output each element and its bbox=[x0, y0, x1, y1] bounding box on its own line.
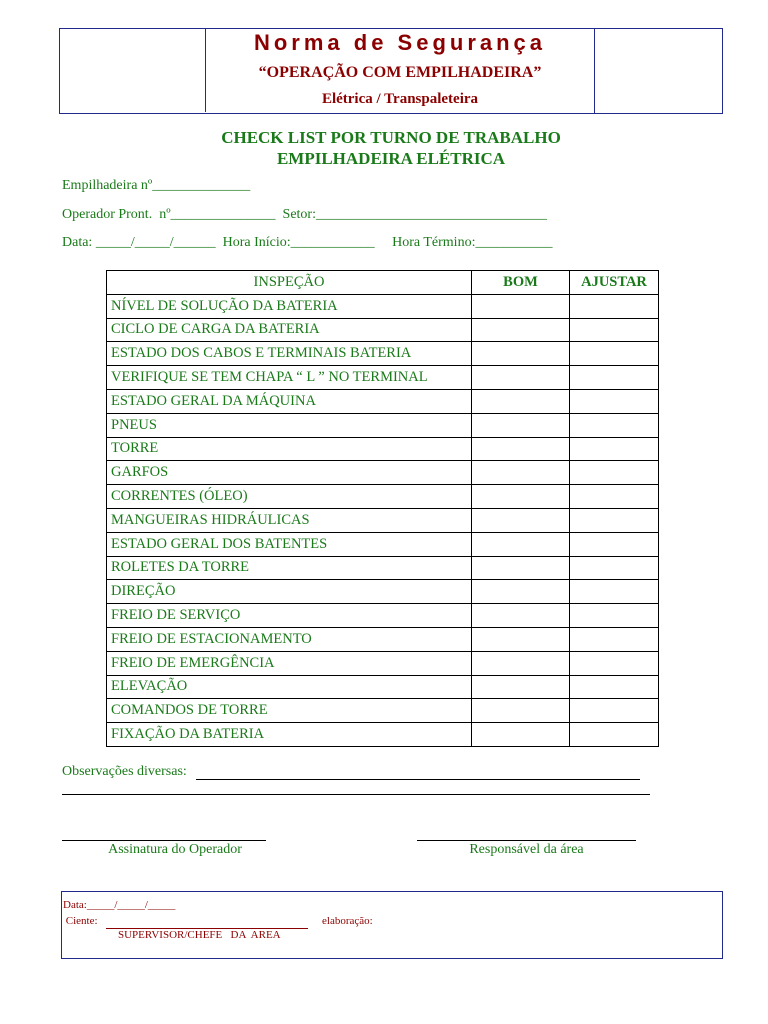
forklift-number-field[interactable]: Empilhadeira nº______________ bbox=[62, 178, 251, 193]
bom-checkbox-cell[interactable] bbox=[472, 485, 570, 509]
header-title: Norma de Segurança bbox=[253, 30, 547, 55]
ajustar-checkbox-cell[interactable] bbox=[570, 294, 659, 318]
footer-date[interactable]: Data:_____/_____/_____ bbox=[63, 899, 176, 911]
table-row bbox=[107, 413, 659, 437]
bom-checkbox-cell[interactable] bbox=[472, 461, 570, 485]
operator-sector-field[interactable]: Operador Pront. nº_______________ Setor:_________________________________ bbox=[62, 207, 547, 222]
table-row bbox=[107, 604, 659, 628]
ajustar-checkbox-cell[interactable] bbox=[570, 508, 659, 532]
ajustar-checkbox-cell[interactable] bbox=[570, 461, 659, 485]
table-row bbox=[107, 580, 659, 604]
observations-line-1[interactable] bbox=[196, 779, 640, 780]
table-header-row bbox=[107, 271, 659, 295]
bom-checkbox-cell[interactable] bbox=[472, 413, 570, 437]
inspection-item-label: VERIFIQUE SE TEM CHAPA “ L ” NO TERMINAL bbox=[107, 366, 472, 390]
ajustar-checkbox-cell[interactable] bbox=[570, 532, 659, 556]
ajustar-checkbox-cell[interactable] bbox=[570, 604, 659, 628]
table-row bbox=[107, 461, 659, 485]
ajustar-checkbox-cell[interactable] bbox=[570, 556, 659, 580]
table-row bbox=[107, 556, 659, 580]
inspection-item-label: DIREÇÃO bbox=[107, 580, 472, 604]
ajustar-checkbox-cell[interactable] bbox=[570, 318, 659, 342]
bom-checkbox-cell[interactable] bbox=[472, 675, 570, 699]
bom-checkbox-cell[interactable] bbox=[472, 437, 570, 461]
ajustar-checkbox-cell[interactable] bbox=[570, 723, 659, 747]
ajustar-checkbox-cell[interactable] bbox=[570, 413, 659, 437]
ajustar-checkbox-cell[interactable] bbox=[570, 675, 659, 699]
inspection-item-label: ESTADO GERAL DOS BATENTES bbox=[107, 532, 472, 556]
observations-label: Observações diversas: bbox=[62, 764, 187, 779]
bom-checkbox-cell[interactable] bbox=[472, 651, 570, 675]
bom-checkbox-cell[interactable] bbox=[472, 294, 570, 318]
ajustar-checkbox-cell[interactable] bbox=[570, 651, 659, 675]
header-bom: BOM bbox=[472, 271, 570, 295]
inspection-item-label: ROLETES DA TORRE bbox=[107, 556, 472, 580]
footer-elaboracao-label: elaboração: bbox=[322, 915, 373, 927]
bom-checkbox-cell[interactable] bbox=[472, 318, 570, 342]
table-row bbox=[107, 342, 659, 366]
table-row bbox=[107, 318, 659, 342]
operator-signature-line[interactable] bbox=[62, 840, 266, 841]
table-row bbox=[107, 437, 659, 461]
inspection-item-label: NÍVEL DE SOLUÇÃO DA BATERIA bbox=[107, 294, 472, 318]
ajustar-checkbox-cell[interactable] bbox=[570, 699, 659, 723]
inspection-item-label: TORRE bbox=[107, 437, 472, 461]
bom-checkbox-cell[interactable] bbox=[472, 532, 570, 556]
ajustar-checkbox-cell[interactable] bbox=[570, 366, 659, 390]
table-row bbox=[107, 675, 659, 699]
inspection-item-label: PNEUS bbox=[107, 413, 472, 437]
header-inspecao: INSPEÇÃO bbox=[107, 271, 472, 295]
table-row bbox=[107, 366, 659, 390]
bom-checkbox-cell[interactable] bbox=[472, 699, 570, 723]
inspection-item-label: MANGUEIRAS HIDRÁULICAS bbox=[107, 508, 472, 532]
inspection-item-label: CORRENTES (ÓLEO) bbox=[107, 485, 472, 509]
inspection-item-label: ESTADO DOS CABOS E TERMINAIS BATERIA bbox=[107, 342, 472, 366]
date-time-field[interactable]: Data: _____/_____/______ Hora Início:____________ Hora Término:___________ bbox=[62, 235, 553, 250]
bom-checkbox-cell[interactable] bbox=[472, 342, 570, 366]
bom-checkbox-cell[interactable] bbox=[472, 580, 570, 604]
bom-checkbox-cell[interactable] bbox=[472, 366, 570, 390]
bom-checkbox-cell[interactable] bbox=[472, 389, 570, 413]
ajustar-checkbox-cell[interactable] bbox=[570, 389, 659, 413]
header-divider bbox=[594, 28, 595, 113]
ajustar-checkbox-cell[interactable] bbox=[570, 580, 659, 604]
ajustar-checkbox-cell[interactable] bbox=[570, 485, 659, 509]
table-row bbox=[107, 723, 659, 747]
bom-checkbox-cell[interactable] bbox=[472, 604, 570, 628]
inspection-item-label: FREIO DE SERVIÇO bbox=[107, 604, 472, 628]
table-row bbox=[107, 294, 659, 318]
bom-checkbox-cell[interactable] bbox=[472, 556, 570, 580]
bom-checkbox-cell[interactable] bbox=[472, 627, 570, 651]
table-row bbox=[107, 532, 659, 556]
inspection-item-label: ESTADO GERAL DA MÁQUINA bbox=[107, 389, 472, 413]
operator-signature-label: Assinatura do Operador bbox=[108, 842, 242, 857]
inspection-item-label: CICLO DE CARGA DA BATERIA bbox=[107, 318, 472, 342]
table-row bbox=[107, 485, 659, 509]
ajustar-checkbox-cell[interactable] bbox=[570, 437, 659, 461]
inspection-table bbox=[106, 270, 659, 747]
inspection-item-label: FREIO DE ESTACIONAMENTO bbox=[107, 627, 472, 651]
responsible-signature-label: Responsável da área bbox=[469, 842, 584, 857]
header-ajustar: AJUSTAR bbox=[570, 271, 659, 295]
bom-checkbox-cell[interactable] bbox=[472, 723, 570, 747]
table-row bbox=[107, 508, 659, 532]
header-logo-cell bbox=[59, 28, 206, 112]
inspection-item-label: COMANDOS DE TORRE bbox=[107, 699, 472, 723]
table-row bbox=[107, 389, 659, 413]
footer-supervisor-label: SUPERVISOR/CHEFE DA AREA bbox=[118, 929, 281, 941]
footer-ciente-label: Ciente: bbox=[63, 915, 98, 927]
table-row bbox=[107, 627, 659, 651]
bom-checkbox-cell[interactable] bbox=[472, 508, 570, 532]
observations-line-2[interactable] bbox=[62, 794, 650, 795]
inspection-item-label: FREIO DE EMERGÊNCIA bbox=[107, 651, 472, 675]
ajustar-checkbox-cell[interactable] bbox=[570, 627, 659, 651]
header-subtitle: “OPERAÇÃO COM EMPILHADEIRA” bbox=[258, 64, 542, 81]
inspection-item-label: GARFOS bbox=[107, 461, 472, 485]
inspection-item-label: ELEVAÇÃO bbox=[107, 675, 472, 699]
table-row bbox=[107, 651, 659, 675]
inspection-item-label: FIXAÇÃO DA BATERIA bbox=[107, 723, 472, 747]
document-title-line-2: EMPILHADEIRA ELÉTRICA bbox=[276, 149, 506, 168]
document-title-line-1: CHECK LIST POR TURNO DE TRABALHO bbox=[221, 128, 561, 147]
responsible-signature-line[interactable] bbox=[417, 840, 636, 841]
table-row bbox=[107, 699, 659, 723]
ajustar-checkbox-cell[interactable] bbox=[570, 342, 659, 366]
header-subtitle-2: Elétrica / Transpaleteira bbox=[321, 91, 479, 107]
